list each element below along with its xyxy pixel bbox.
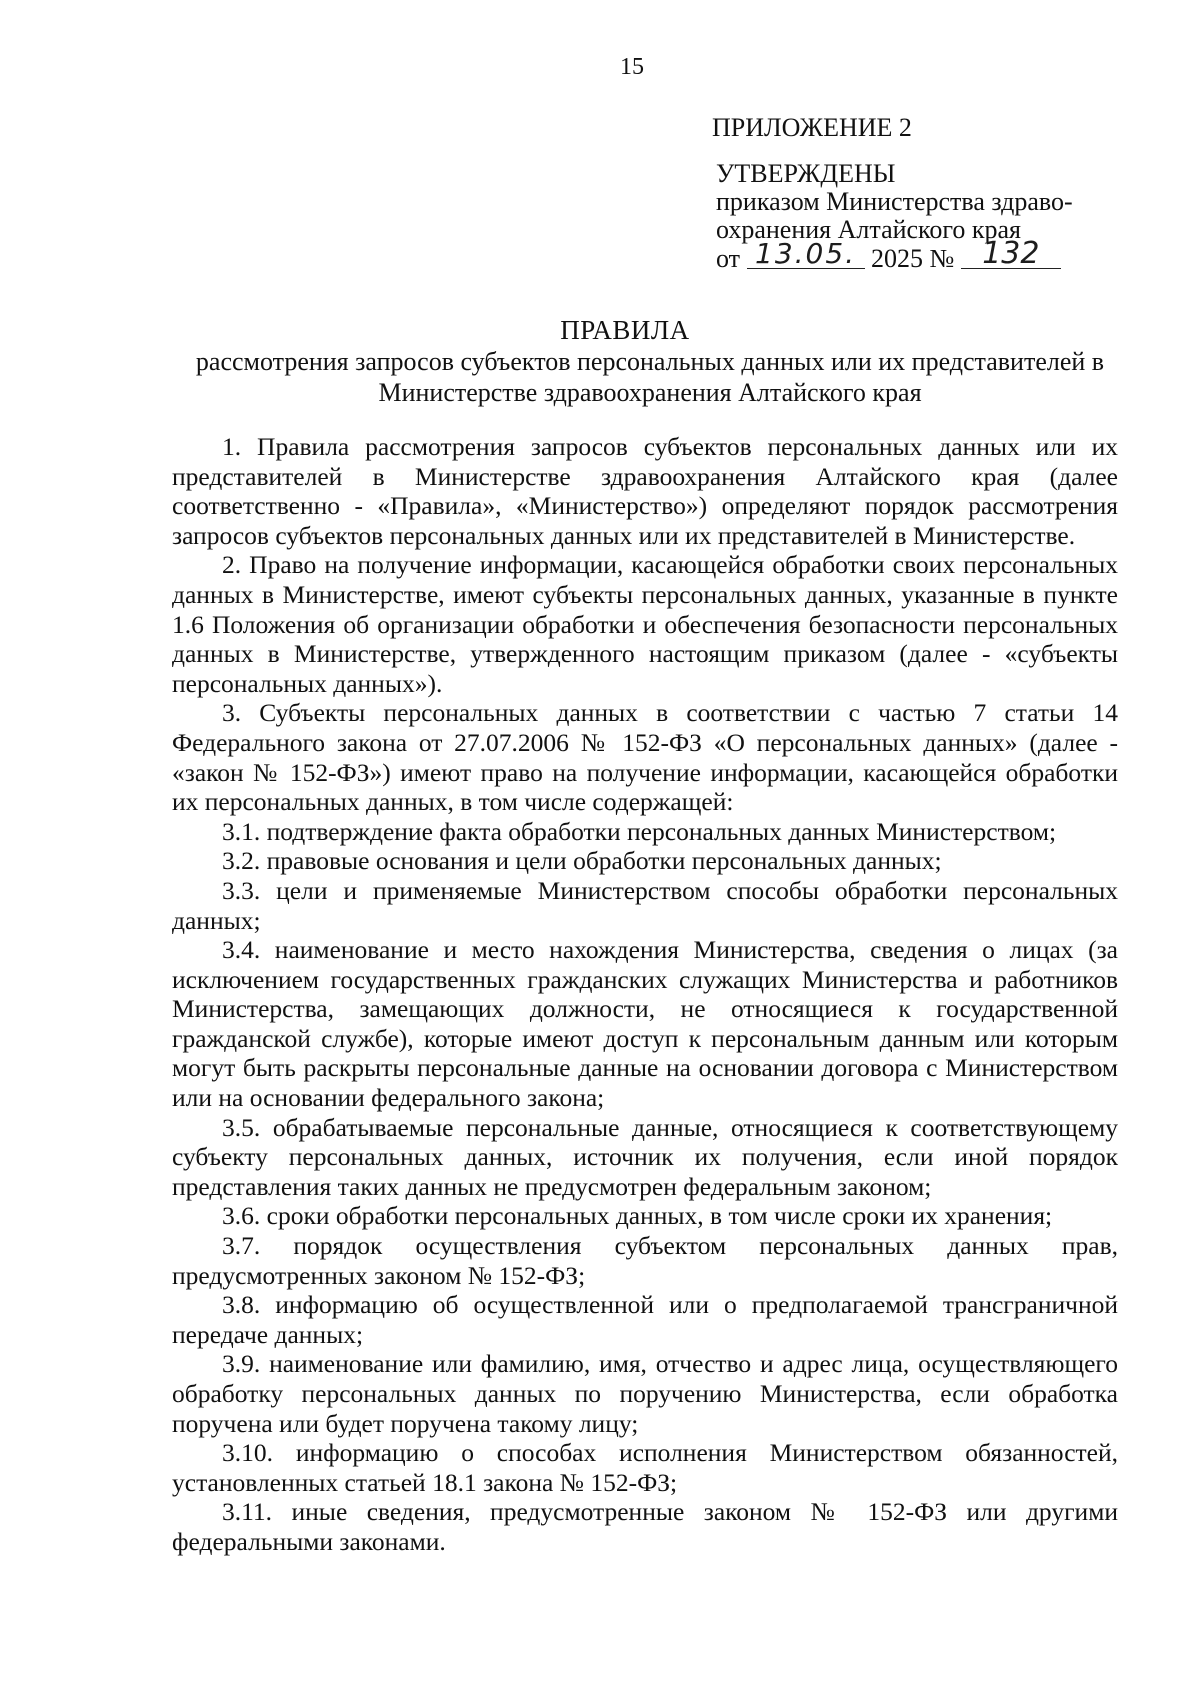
paragraph-3-4: 3.4. наименование и место нахождения Министерства, сведения о лицах (за исключением государственных гражданских служащих Министерства и работников Министерства, замещающих должности, не относящиеся к государственной гражданской службе), которые имеют доступ к персональным данным или которым могут быть раскрыты персональные данные на основании договора с Министерством или на основании федерального закона;: [172, 935, 1118, 1113]
date-prefix: от: [716, 244, 741, 273]
paragraph-3-8: 3.8. информацию об осуществленной или о предполагаемой трансграничной передаче данных;: [172, 1290, 1118, 1349]
paragraph-3-3: 3.3. цели и применяемые Министерством способы обработки персональных данных;: [172, 875, 1118, 935]
approved-by-line-1: приказом Министерства здраво-: [716, 187, 1073, 216]
paragraph-1: 1. Правила рассмотрения запросов субъектов персональных данных или их представителей в Министерстве здравоохранения Алтайского края (далее соответственно - «Правила», «Министерство») определяют порядок рассмотрения запросов субъектов персональных данных или их представителей в Министерстве.: [172, 432, 1118, 550]
page-number: 15: [620, 54, 644, 80]
paragraph-3-9: 3.9. наименование или фамилию, имя, отчество и адрес лица, осуществляющего обработку персональных данных по поручению Министерства, если обработка поручена или будет поручена такому лицу;: [172, 1349, 1118, 1438]
appendix-label: ПРИЛОЖЕНИЕ 2: [712, 113, 912, 142]
paragraph-3-10: 3.10. информацию о способах исполнения Министерством обязанностей, установленных статьей 18.1 закона № 152-ФЗ;: [172, 1438, 1118, 1497]
paragraph-3: 3. Субъекты персональных данных в соответствии с частью 7 статьи 14 Федерального закона от 27.07.2006 № 152-ФЗ «О персональных данных» (далее - «закон № 152-ФЗ») имеют право на получение информации, касающейся обработки их персональных данных, в том числе содержащей:: [172, 698, 1118, 817]
document-body: [172, 432, 1118, 1557]
approval-date-line: [716, 236, 1156, 273]
handwritten-date: 13.05.: [747, 240, 865, 269]
document-subtitle-line-2: Министерстве здравоохранения Алтайского края: [378, 378, 922, 407]
approval-block: [716, 160, 1156, 273]
document-subtitle-line-1: рассмотрения запросов субъектов персональных данных или их представителей в: [195, 347, 1105, 376]
document-title-block: [0, 315, 1200, 408]
paragraph-3-6: 3.6. сроки обработки персональных данных, в том числе сроки их хранения;: [222, 1201, 1053, 1231]
paragraph-2: 2. Право на получение информации, касающейся обработки своих персональных данных в Министерстве, имеют субъекты персональных данных, указанные в пункте 1.6 Положения об организации обработки и обеспечения безопасности персональных данных в Министерстве, утвержденного настоящим приказом (далее - «субъекты персональных данных»).: [172, 550, 1118, 698]
paragraph-3-1: 3.1. подтверждение факта обработки персональных данных Министерством;: [222, 816, 1057, 846]
approved-title: УТВЕРЖДЕНЫ: [716, 159, 896, 188]
approved-by-line-2: охранения Алтайского края: [716, 215, 1022, 244]
document-title: ПРАВИЛА: [560, 315, 690, 345]
handwritten-order-number: 132: [961, 240, 1061, 269]
paragraph-3-2: 3.2. правовые основания и цели обработки персональных данных;: [222, 846, 942, 876]
paragraph-3-7: 3.7. порядок осуществления субъектом персональных данных прав, предусмотренных законом № 152-ФЗ;: [172, 1231, 1118, 1290]
year-and-number-label: 2025 №: [871, 244, 955, 273]
paragraph-3-11: 3.11. иные сведения, предусмотренные законом № 152-ФЗ или другими федеральными законами.: [172, 1497, 1118, 1556]
paragraph-3-5: 3.5. обрабатываемые персональные данные, относящиеся к соответствующему субъекту персональных данных, источник их получения, если иной порядок представления таких данных не предусмотрен федеральным законом;: [172, 1112, 1118, 1201]
